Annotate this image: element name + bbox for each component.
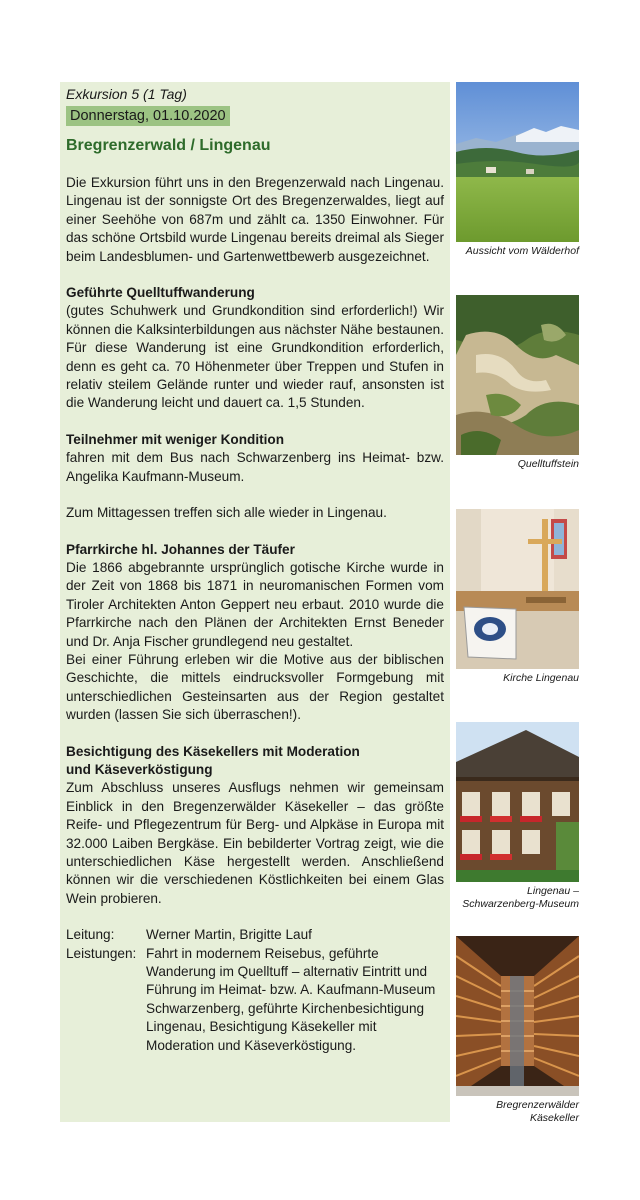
church-photo: [456, 509, 579, 669]
cheese-cellar-caption: Bregrenzerwälder Käsekeller: [496, 1099, 579, 1124]
cheese-cellar-photo: [456, 936, 579, 1096]
leitung-label: Leitung:: [66, 927, 115, 943]
leistungen-row: [66, 945, 444, 1055]
pfarrkirche-paragraph-2: Bei einer Führung erleben wir die Motive aus der biblischen Geschichte, die mittels eindrucksvoller Formgebung mit unterschiedlichen Gesteinsarten aus der Region gestaltet wurden (lassen Sie sich überraschen!).: [66, 651, 444, 723]
excursion-kicker: Exkursion 5 (1 Tag): [66, 86, 187, 102]
excursion-text-panel: [60, 82, 450, 1122]
kaese-heading-line-2: und Käseverköstigung: [66, 761, 213, 777]
photo-block-quelltuff: [456, 295, 579, 471]
photo-block-church: [456, 509, 579, 685]
leitung-row: [66, 926, 444, 944]
pfarrkirche-paragraph-1: Die 1866 abgebrannte ursprünglich gotische Kirche wurde in der Zeit von 1868 bis 1871 in neuromanischen Formen vom Tiroler Architekten Anton Geppert neu erbaut. 2010 wurde die Pfarrkirche nach den Plänen der Architekten Ernst Beneder und Dr. Anja Fischer grundlegend neu gestaltet.: [66, 559, 444, 649]
leitung-value: Werner Martin, Brigitte Lauf: [146, 927, 312, 943]
landscape-photo: [456, 82, 579, 242]
museum-caption: Lingenau – Schwarzenberg-Museum: [462, 885, 579, 910]
kondition-paragraph: fahren mit dem Bus nach Schwarzenberg ins Heimat- bzw. Angelika Kaufmann-Museum.: [66, 450, 444, 484]
photo-block-landscape: [456, 82, 579, 258]
intro-paragraph: Die Exkursion führt uns in den Bregenzerwald nach Lingenau. Lingenau ist der sonnigste Ort des Bregenzerwaldes, liegt auf einer Seehöhe von 687m und zählt ca. 1350 Einwohner. Für das schöne Ortsbild wurde Lingenau bereits dreimal als Sieger beim Landesblumen- und Gartenwettbewerb ausgezeichnet.: [66, 175, 444, 264]
mittag-paragraph: Zum Mittagessen treffen sich alle wieder in Lingenau.: [66, 505, 387, 521]
leistungen-label: Leistungen:: [66, 945, 137, 961]
photo-block-cheese-cellar: [456, 936, 579, 1125]
quelltuff-heading: Geführte Quelltuffwanderung: [66, 285, 255, 301]
church-caption: Kirche Lingenau: [503, 672, 579, 684]
landscape-caption: Aussicht vom Wälderhof: [465, 245, 579, 257]
quelltuff-caption: Quelltuffstein: [517, 458, 579, 470]
kaese-paragraph: Zum Abschluss unseres Ausflugs nehmen wir gemeinsam Einblick in den Bregenzerwälder Käsekeller – das größte Reife- und Pflegezentrum für Berg- und Alpkäse in Europa mit 32.000 Laiben Bergkäse. Ein bebilderter Vortrag zeigt, wie die unterschiedlichen Käse hergestellt werden. Anschließend können wir die verschiedenen Köstlichkeiten bei einem Glas Wein probieren.: [66, 780, 444, 906]
quelltuff-paragraph: (gutes Schuhwerk und Grundkondition sind erforderlich!) Wir können die Kalksinterbildungen aus nächster Nähe bestaunen. Für diese Wanderung ist eine Grundkondition erforderlich, denn es geht ca. 70 Höhenmeter über Treppen und Stufen in relativ steilem Gelände runter und wieder rauf, ansonsten ist die Wanderung leicht und dauert ca. 1,5 Stunden.: [66, 303, 444, 411]
excursion-date-badge: Donnerstag, 01.10.2020: [66, 106, 230, 126]
excursion-title: Bregrenzerwald / Lingenau: [66, 137, 271, 154]
museum-photo: [456, 722, 579, 882]
photo-block-museum: [456, 722, 579, 911]
pfarrkirche-heading: Pfarrkirche hl. Johannes der Täufer: [66, 541, 295, 557]
kaese-heading-line-1: Besichtigung des Käsekellers mit Moderation: [66, 743, 360, 759]
quelltuff-photo: [456, 295, 579, 455]
leistungen-value: Fahrt in modernem Reisebus, geführte Wanderung im Quelltuff – alternativ Eintritt und Führung im Heimat- bzw. A. Kaufmann-Museum Schwarzenberg, geführte Kirchenbesichtigung Lingenau, Besichtigung Käsekeller mit Moderation und Käseverköstigung.: [146, 945, 436, 1053]
kondition-heading: Teilnehmer mit weniger Kondition: [66, 431, 285, 447]
